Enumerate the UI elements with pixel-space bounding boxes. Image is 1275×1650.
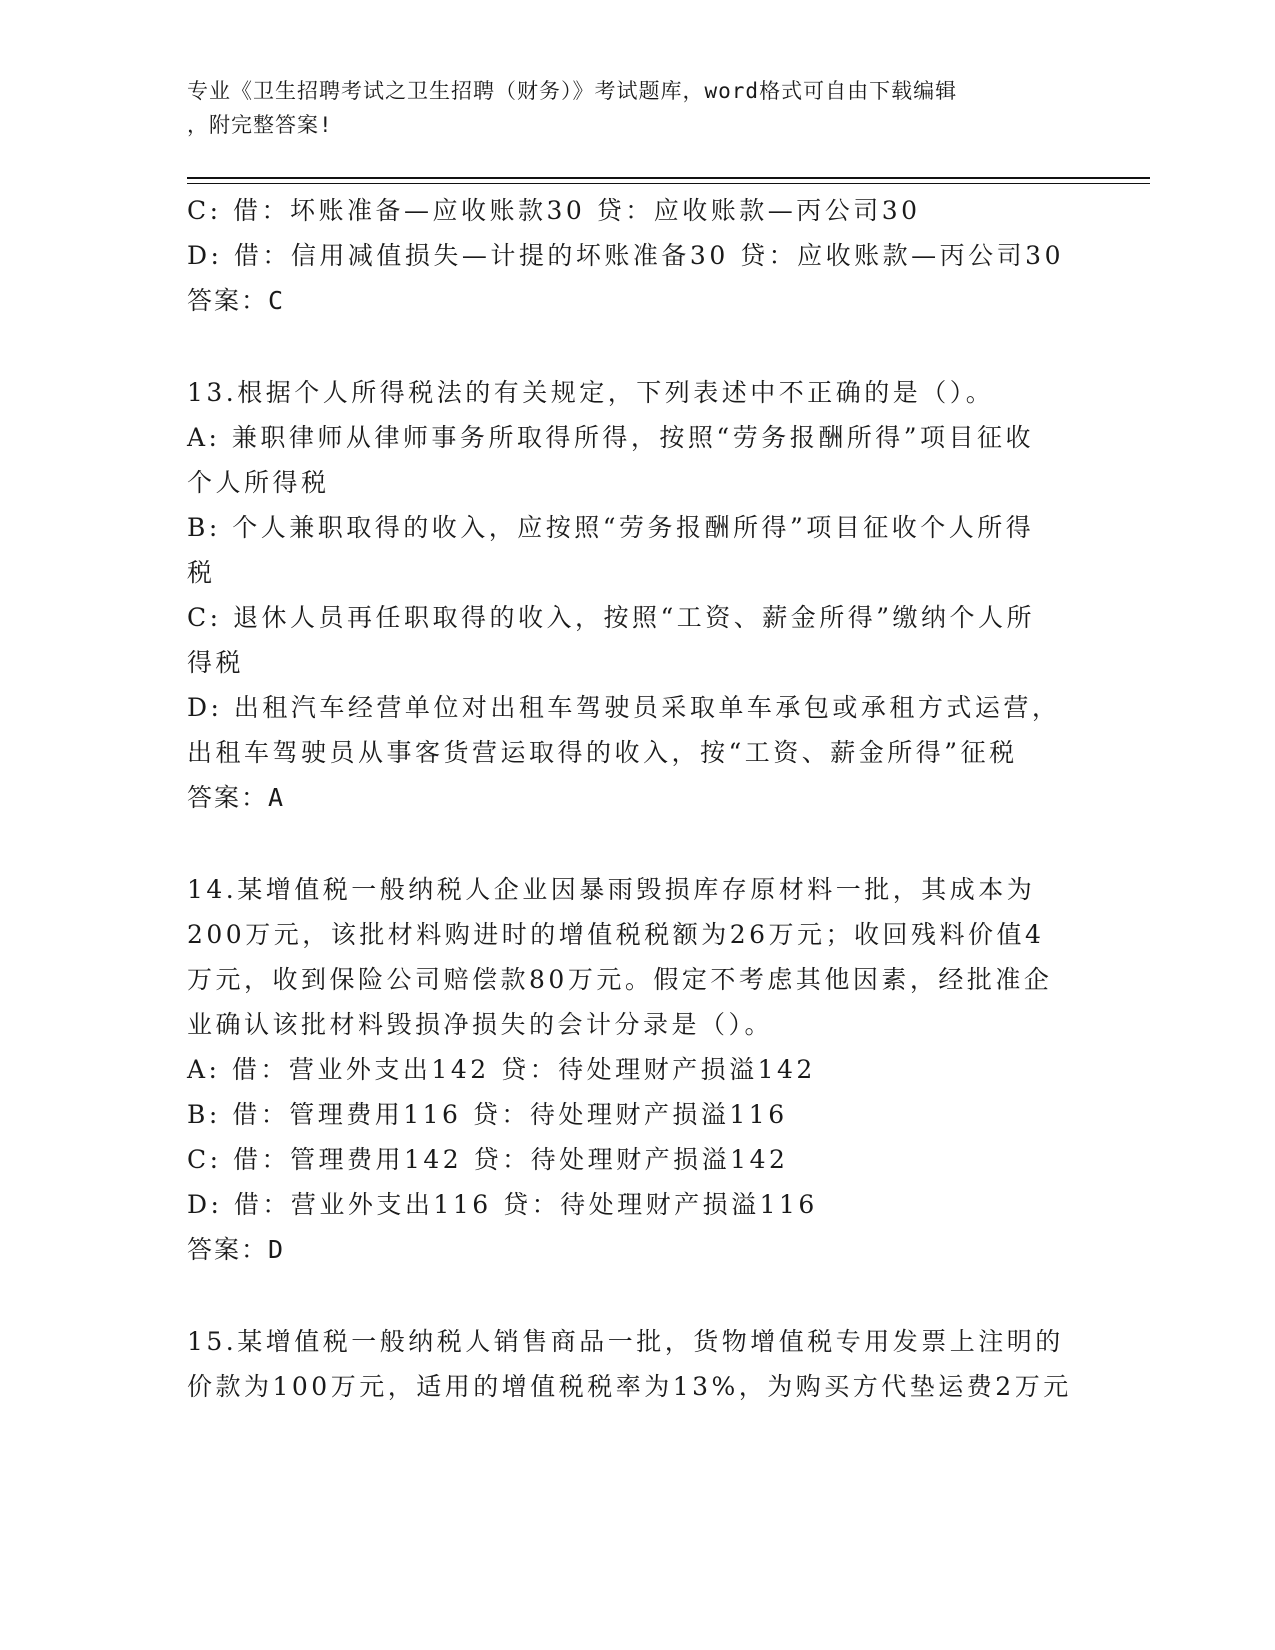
spacer: [187, 323, 1087, 370]
header-line-2: ，附完整答案!: [187, 113, 333, 137]
header-divider-thin: [187, 183, 1150, 184]
question-stem: 14.某增值税一般纳税人企业因暴雨毁损库存原材料一批，其成本为: [187, 875, 1036, 904]
header-line-1: 专业《卫生招聘考试之卫生招聘（财务）》考试题库，word格式可自由下载编辑: [187, 79, 958, 103]
question-14: [187, 867, 1087, 1272]
header-divider-thick: [187, 177, 1150, 179]
question-stem-continued: 万元，收到保险公司赔偿款80万元。假定不考虑其他因素，经批准企: [187, 965, 1053, 994]
option-d: D: 借：营业外支出116 贷：待处理财产损溢116: [187, 1190, 818, 1219]
question-stem-continued: 业确认该批材料毁损净损失的会计分录是（）。: [187, 1010, 774, 1039]
question-15: [187, 1319, 1087, 1409]
answer: 答案：C: [187, 286, 286, 315]
option-a-continued: 个人所得税: [187, 468, 330, 497]
document-header: [187, 74, 1067, 142]
question-stem: 15.某增值税一般纳税人销售商品一批，货物增值税专用发票上注明的: [187, 1327, 1064, 1356]
option-d-continued: 出租车驾驶员从事客货营运取得的收入，按“工资、薪金所得”征税: [187, 738, 1018, 767]
spacer: [187, 1272, 1087, 1319]
option-a: A: 借：营业外支出142 贷：待处理财产损溢142: [187, 1055, 816, 1084]
option-b: B: 借：管理费用116 贷：待处理财产损溢116: [187, 1100, 788, 1129]
option-c: C: 借：管理费用142 贷：待处理财产损溢142: [187, 1145, 789, 1174]
option-c: C: 退休人员再任职取得的收入，按照“工资、薪金所得”缴纳个人所: [187, 603, 1036, 632]
spacer: [187, 820, 1087, 867]
option-c-continued: 得税: [187, 648, 245, 677]
answer: 答案：A: [187, 783, 286, 812]
option-c: C: 借：坏账准备—应收账款30 贷：应收账款—丙公司30: [187, 196, 921, 225]
option-d: D: 出租汽车经营单位对出租车驾驶员采取单车承包或承租方式运营，: [187, 693, 1061, 722]
answer: 答案：D: [187, 1235, 286, 1264]
question-stem-continued: 200万元，该批材料购进时的增值税税额为26万元；收回残料价值4: [187, 920, 1045, 949]
option-a: A: 兼职律师从律师事务所取得所得，按照“劳务报酬所得”项目征收: [187, 423, 1034, 452]
question-13: [187, 370, 1087, 820]
question-stem: 13.根据个人所得税法的有关规定，下列表述中不正确的是（）。: [187, 378, 995, 407]
option-b-continued: 税: [187, 558, 216, 587]
document-body: [187, 188, 1087, 1409]
question-12-continued: [187, 188, 1087, 323]
option-d: D: 借：信用减值损失—计提的坏账准备30 贷：应收账款—丙公司30: [187, 241, 1064, 270]
question-stem-continued: 价款为100万元，适用的增值税税率为13%，为购买方代垫运费2万元: [187, 1372, 1072, 1401]
option-b: B: 个人兼职取得的收入，应按照“劳务报酬所得”项目征收个人所得: [187, 513, 1035, 542]
